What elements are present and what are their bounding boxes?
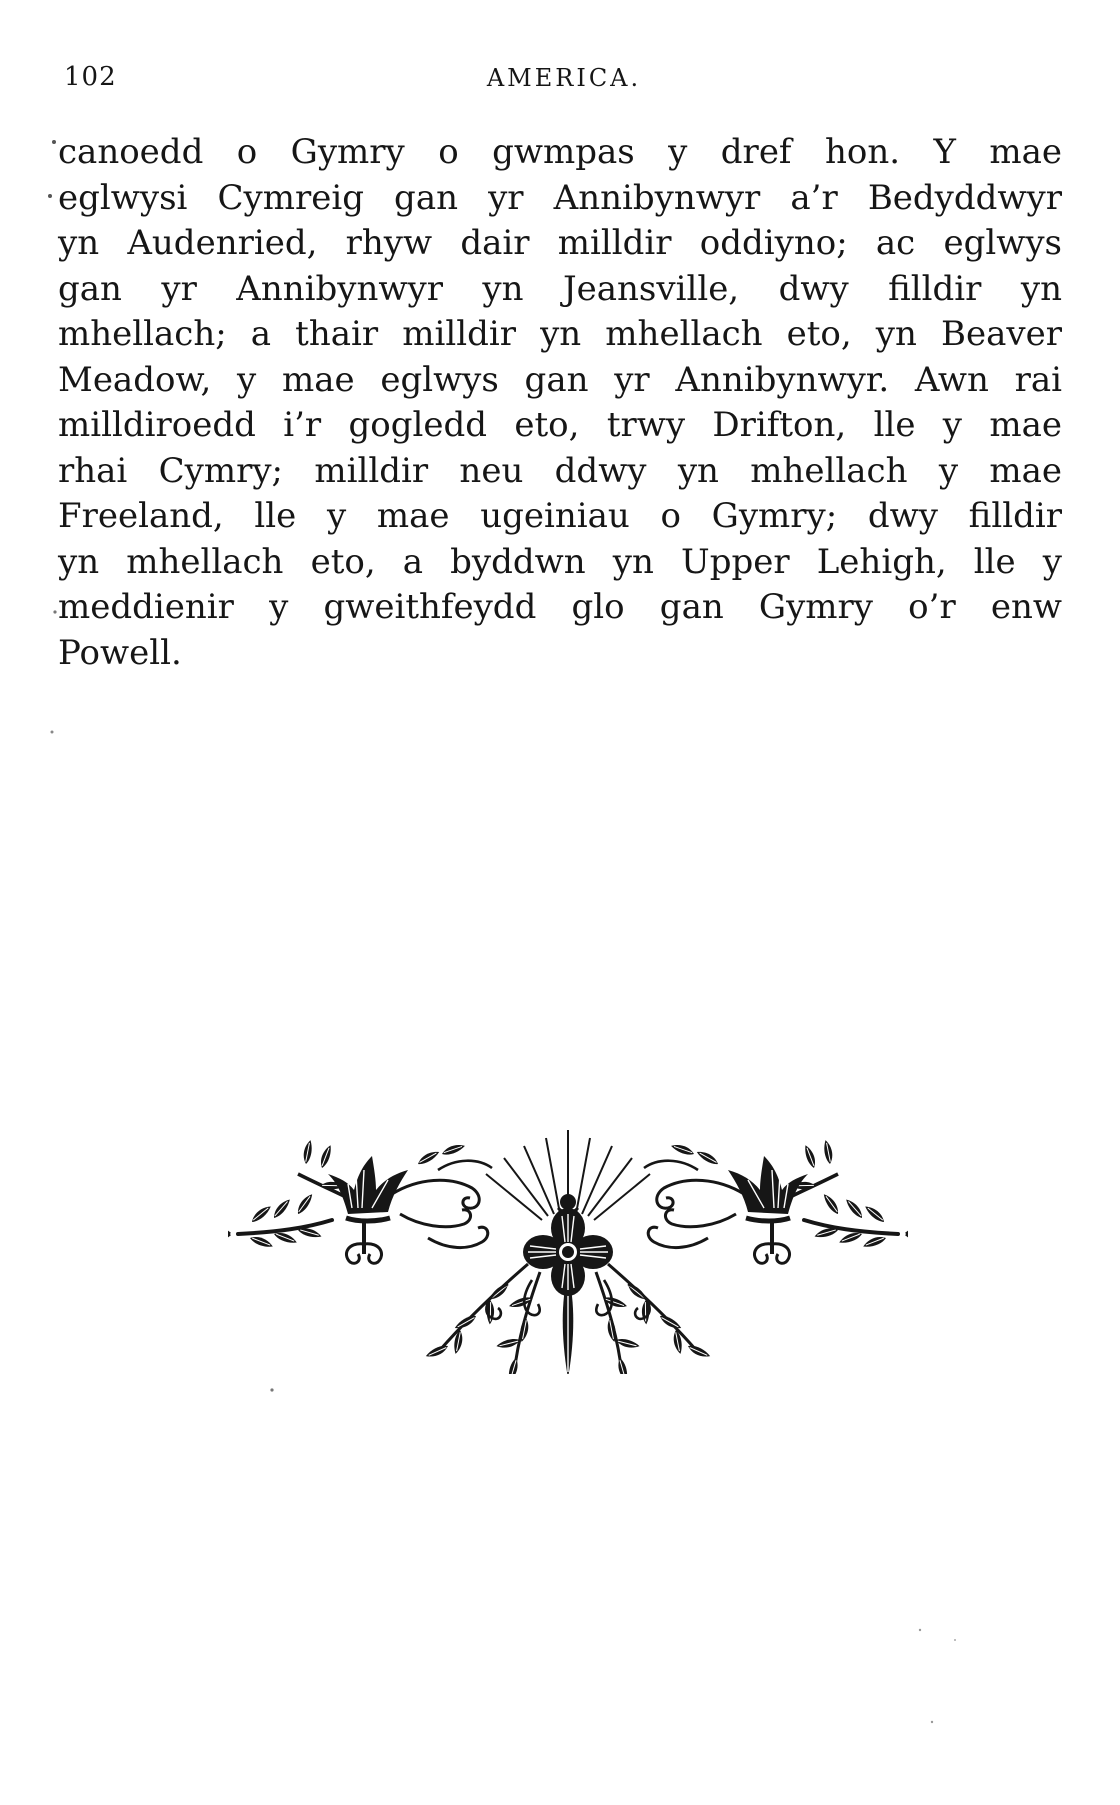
text-line: yn Audenried, rhyw dair milldir oddiyno; ac eglwys: [58, 223, 1062, 263]
text-line: Meadow, y mae eglwys gan yr Annibynwyr. Awn rai: [58, 359, 1062, 400]
page-number: 102: [64, 62, 117, 92]
running-head: [64, 62, 1064, 102]
text-line: canoedd o Gymry o gwmpas y dref hon. Y mae: [58, 132, 1062, 172]
text-line: rhai Cymry; milldir neu ddwy yn mhellach y mae: [58, 450, 1062, 491]
text-line: Powell.: [58, 632, 182, 673]
floral-tailpiece-icon: [228, 1118, 908, 1374]
text-line: gan yr Annibynwyr yn Jeansville, dwy filldir yn: [58, 268, 1062, 309]
body-paragraph: [58, 130, 1062, 676]
text-line: milldiroedd i’r gogledd eto, trwy Drifton, lle y mae: [58, 405, 1062, 445]
text-line: yn mhellach eto, a byddwn yn Upper Lehigh, lle y: [58, 541, 1062, 582]
running-title: AMERICA.: [486, 64, 642, 92]
text-line: mhellach; a thair milldir yn mhellach eto, yn Beaver: [58, 314, 1062, 354]
text-line: Freeland, lle y mae ugeiniau o Gymry; dwy filldir: [58, 496, 1062, 536]
text-line: meddienir y gweithfeydd glo gan Gymry o’r enw: [58, 587, 1062, 627]
text-line: eglwysi Cymreig gan yr Annibynwyr a’r Bedyddwyr: [58, 177, 1062, 218]
